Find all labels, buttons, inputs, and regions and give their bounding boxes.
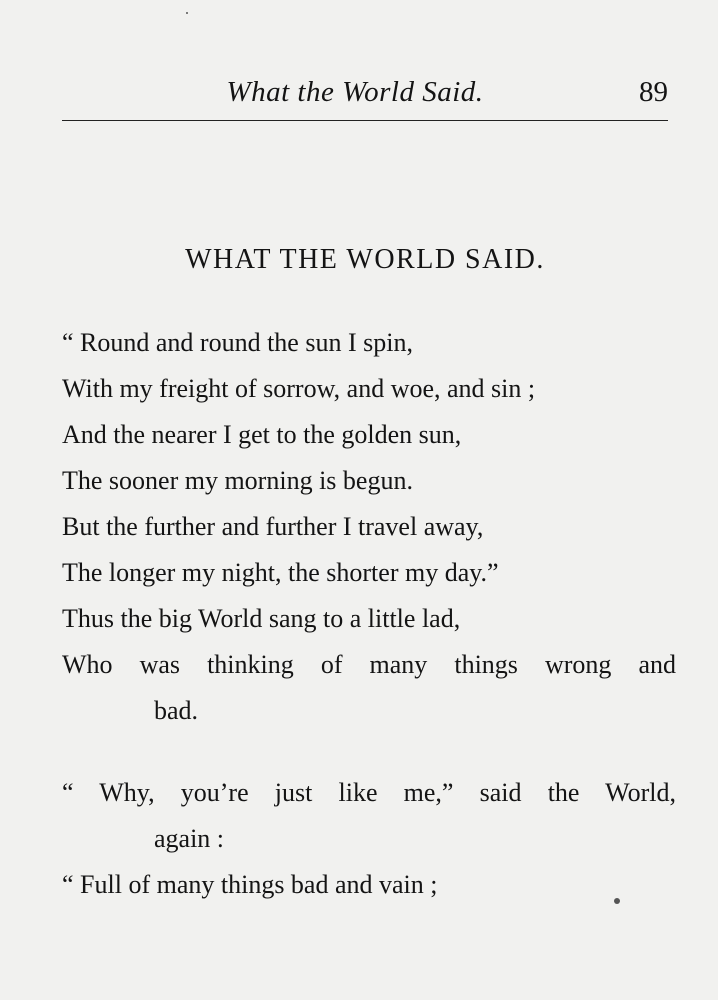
poem-line: But the further and further I travel away, xyxy=(62,512,484,541)
ink-speck xyxy=(186,12,188,14)
running-header xyxy=(62,70,668,110)
poem-line: “ Round and round the sun I spin, xyxy=(62,328,413,357)
page-number: 89 xyxy=(639,76,668,108)
header-rule xyxy=(62,120,668,121)
poem-line: “ Full of many things bad and vain ; xyxy=(62,870,438,899)
stanza-1 xyxy=(62,320,676,734)
poem-title: WHAT THE WORLD SAID. xyxy=(185,244,545,275)
poem-line: With my freight of sorrow, and woe, and sin ; xyxy=(62,374,536,403)
poem-line-continuation: bad. xyxy=(154,696,199,725)
poem-line-continuation: again : xyxy=(154,824,225,853)
poem-line: Who was thinking of many things wrong and xyxy=(62,650,676,679)
poem-line: The longer my night, the shorter my day.” xyxy=(62,558,499,587)
running-title: What the World Said. xyxy=(226,76,484,108)
poem-line: And the nearer I get to the golden sun, xyxy=(62,420,462,449)
poem-line: The sooner my morning is begun. xyxy=(62,466,413,495)
stanza-2 xyxy=(62,770,676,908)
poem-line: Thus the big World sang to a little lad, xyxy=(62,604,461,633)
ink-speck xyxy=(614,898,620,904)
poem-line: “ Why, you’re just like me,” said the World, xyxy=(62,778,676,807)
